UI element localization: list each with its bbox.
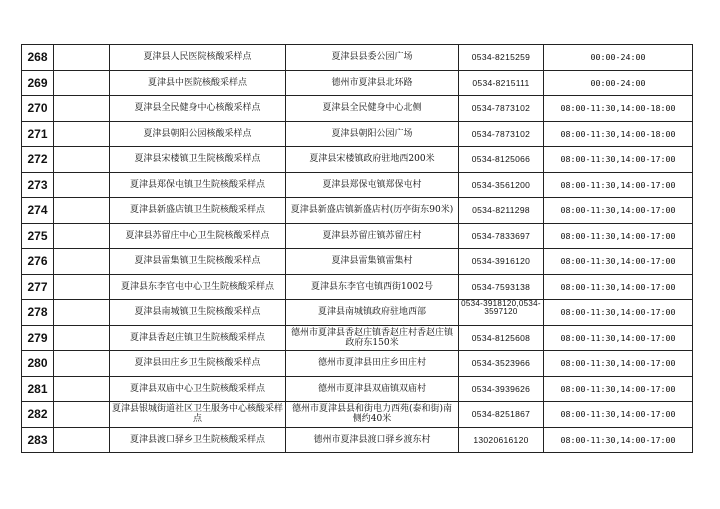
service-hours: 08:00-11:30,14:00-17:00 [544, 249, 693, 275]
site-address: 德州市夏津县双庙镇双庙村 [286, 376, 459, 402]
site-name: 夏津县渡口驿乡卫生院核酸采样点 [110, 427, 286, 453]
row-number: 276 [22, 249, 54, 275]
table-row [22, 96, 693, 122]
row-number: 271 [22, 121, 54, 147]
service-hours: 08:00-11:30,14:00-17:00 [544, 198, 693, 224]
row-number: 275 [22, 223, 54, 249]
site-address: 夏津县郑保屯镇郑保屯村 [286, 172, 459, 198]
contact-phone: 0534-8125608 [459, 325, 544, 351]
district-cell [54, 325, 110, 351]
service-hours: 08:00-11:30,14:00-18:00 [544, 121, 693, 147]
row-number: 269 [22, 70, 54, 96]
service-hours: 08:00-11:30,14:00-17:00 [544, 147, 693, 173]
table-row [22, 376, 693, 402]
contact-phone: 0534-7873102 [459, 96, 544, 122]
table-row [22, 172, 693, 198]
contact-phone: 0534-8251867 [459, 402, 544, 428]
site-name: 夏津县人民医院核酸采样点 [110, 45, 286, 71]
service-hours: 08:00-11:30,14:00-17:00 [544, 376, 693, 402]
service-hours: 08:00-11:30,14:00-17:00 [544, 274, 693, 300]
site-address: 夏津县全民健身中心北侧 [286, 96, 459, 122]
row-number: 281 [22, 376, 54, 402]
site-address: 德州市夏津县北环路 [286, 70, 459, 96]
service-hours: 08:00-11:30,14:00-17:00 [544, 300, 693, 326]
table-row [22, 70, 693, 96]
table-row [22, 274, 693, 300]
site-name: 夏津县雷集镇卫生院核酸采样点 [110, 249, 286, 275]
site-address: 夏津县宋楼镇政府驻地西200米 [286, 147, 459, 173]
row-number: 283 [22, 427, 54, 453]
row-number: 279 [22, 325, 54, 351]
site-address: 夏津县朝阳公园广场 [286, 121, 459, 147]
contact-phone: 0534-7873102 [459, 121, 544, 147]
district-cell [54, 223, 110, 249]
site-address: 夏津县县委公园广场 [286, 45, 459, 71]
table-row [22, 45, 693, 71]
service-hours: 08:00-11:30,14:00-17:00 [544, 223, 693, 249]
site-name: 夏津县新盛店镇卫生院核酸采样点 [110, 198, 286, 224]
district-cell [54, 402, 110, 428]
table-row [22, 300, 693, 326]
district-cell [54, 351, 110, 377]
contact-phone: 13020616120 [459, 427, 544, 453]
row-number: 268 [22, 45, 54, 71]
contact-phone: 0534-7593138 [459, 274, 544, 300]
contact-phone: 0534-8215111 [459, 70, 544, 96]
row-number: 280 [22, 351, 54, 377]
district-cell [54, 45, 110, 71]
contact-phone: 0534-3561200 [459, 172, 544, 198]
contact-phone: 0534-8211298 [459, 198, 544, 224]
district-cell [54, 249, 110, 275]
site-address: 德州市夏津县渡口驿乡渡东村 [286, 427, 459, 453]
table-row [22, 198, 693, 224]
contact-phone: 0534-3939626 [459, 376, 544, 402]
district-cell [54, 300, 110, 326]
site-name: 夏津县田庄乡卫生院核酸采样点 [110, 351, 286, 377]
service-hours: 08:00-11:30,14:00-18:00 [544, 96, 693, 122]
site-name: 夏津县南城镇卫生院核酸采样点 [110, 300, 286, 326]
site-address: 夏津县苏留庄镇苏留庄村 [286, 223, 459, 249]
site-name: 夏津县双庙中心卫生院核酸采样点 [110, 376, 286, 402]
site-name: 夏津县郑保屯镇卫生院核酸采样点 [110, 172, 286, 198]
contact-phone: 0534-8125066 [459, 147, 544, 173]
service-hours: 08:00-11:30,14:00-17:00 [544, 351, 693, 377]
service-hours: 08:00-11:30,14:00-17:00 [544, 172, 693, 198]
service-hours: 08:00-11:30,14:00-17:00 [544, 325, 693, 351]
site-name: 夏津县东李官屯中心卫生院核酸采样点 [110, 274, 286, 300]
site-address: 夏津县南城镇政府驻地西部 [286, 300, 459, 326]
table-row [22, 223, 693, 249]
district-cell [54, 427, 110, 453]
site-address: 夏津县东李官屯镇西街1002号 [286, 274, 459, 300]
service-hours: 00:00-24:00 [544, 70, 693, 96]
table-row [22, 121, 693, 147]
site-name: 夏津县朝阳公园核酸采样点 [110, 121, 286, 147]
service-hours: 08:00-11:30,14:00-17:00 [544, 402, 693, 428]
site-name: 夏津县香赵庄镇卫生院核酸采样点 [110, 325, 286, 351]
site-name: 夏津县全民健身中心核酸采样点 [110, 96, 286, 122]
site-address: 德州市夏津县田庄乡田庄村 [286, 351, 459, 377]
sampling-sites-table [21, 44, 693, 453]
district-cell [54, 376, 110, 402]
district-cell [54, 198, 110, 224]
row-number: 270 [22, 96, 54, 122]
service-hours: 08:00-11:30,14:00-17:00 [544, 427, 693, 453]
contact-phone: 0534-8215259 [459, 45, 544, 71]
contact-phone: 0534-3916120 [459, 249, 544, 275]
table-row [22, 147, 693, 173]
site-address: 德州市夏津县香赵庄镇香赵庄村香赵庄镇政府东150米 [286, 325, 459, 351]
site-address: 德州市夏津县县和街电力西苑(泰和街)南侧约40米 [286, 402, 459, 428]
table-row [22, 351, 693, 377]
site-name: 夏津县中医院核酸采样点 [110, 70, 286, 96]
service-hours: 00:00-24:00 [544, 45, 693, 71]
site-name: 夏津县银城街道社区卫生服务中心核酸采样点 [110, 402, 286, 428]
table-row [22, 427, 693, 453]
contact-phone: 0534-3918120,0534-3597120 [459, 300, 544, 326]
site-name: 夏津县苏留庄中心卫生院核酸采样点 [110, 223, 286, 249]
table-row [22, 402, 693, 428]
row-number: 277 [22, 274, 54, 300]
district-cell [54, 172, 110, 198]
table-row [22, 325, 693, 351]
row-number: 282 [22, 402, 54, 428]
district-cell [54, 70, 110, 96]
contact-phone: 0534-7833697 [459, 223, 544, 249]
table-row [22, 249, 693, 275]
site-address: 夏津县新盛店镇新盛店村(历亭街东90米) [286, 198, 459, 224]
district-cell [54, 274, 110, 300]
site-name: 夏津县宋楼镇卫生院核酸采样点 [110, 147, 286, 173]
row-number: 274 [22, 198, 54, 224]
contact-phone: 0534-3523966 [459, 351, 544, 377]
row-number: 273 [22, 172, 54, 198]
district-cell [54, 121, 110, 147]
site-address: 夏津县雷集镇雷集村 [286, 249, 459, 275]
district-cell [54, 147, 110, 173]
row-number: 278 [22, 300, 54, 326]
district-cell [54, 96, 110, 122]
row-number: 272 [22, 147, 54, 173]
